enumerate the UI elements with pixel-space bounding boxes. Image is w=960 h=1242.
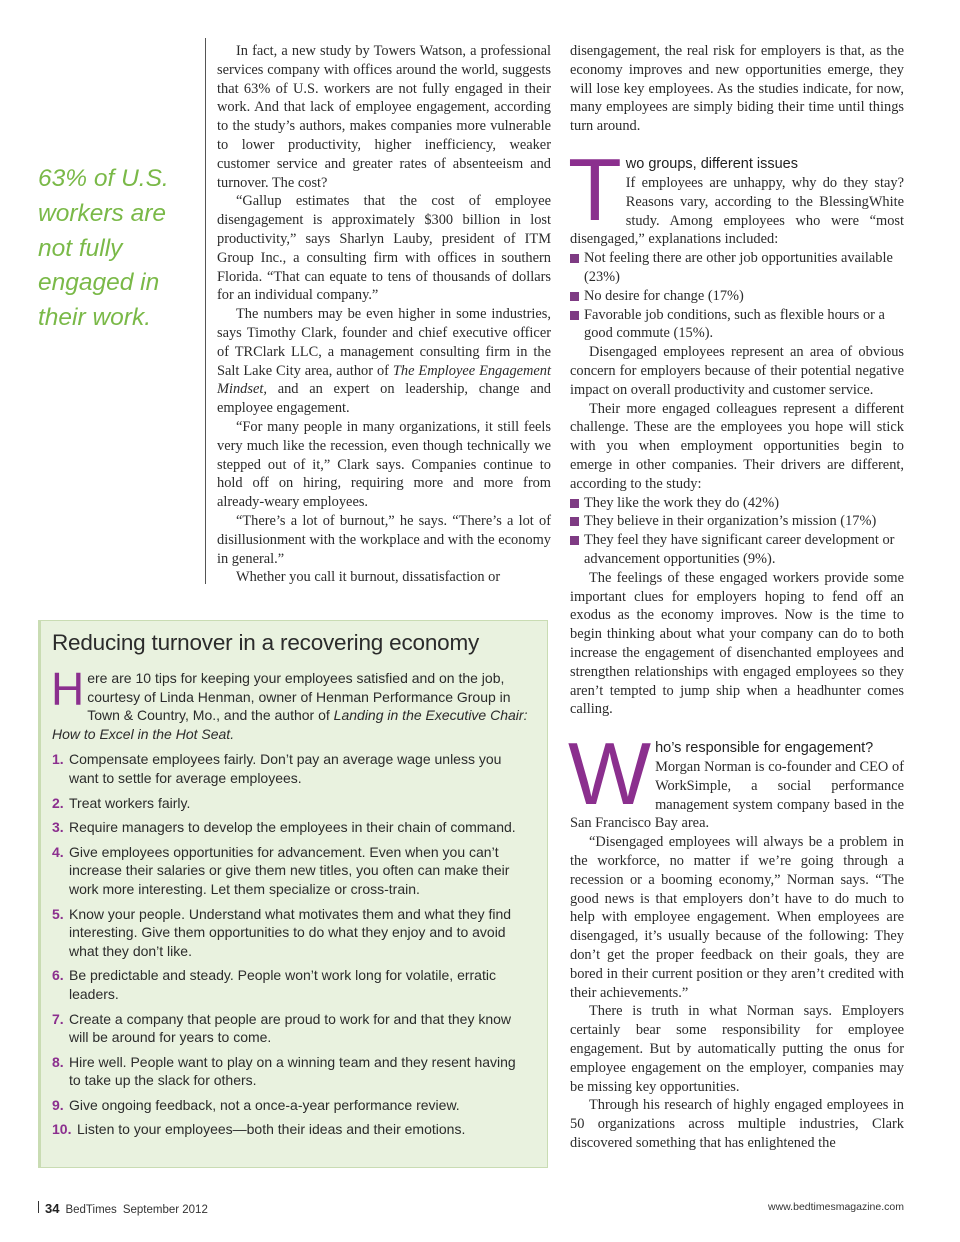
list-item [52, 1120, 531, 1139]
book-title: Landing in the Executive Chair: How to Excel in the Hot Seat. [52, 707, 528, 742]
bullet-list [570, 249, 904, 343]
paragraph: Morgan Norman is co-founder and CEO of WorkSimple, a social performance management system company based in the San Francisco Bay area. [570, 759, 904, 832]
item-number: 1. [52, 751, 64, 768]
paragraph: Whether you call it burnout, dissatisfaction or [236, 569, 501, 586]
paragraph: If employees are unhappy, why do they stay? Reasons vary, according to the BlessingWhite study. Among employees who were “most disengaged,” explanations included: [570, 174, 904, 248]
list-item: They believe in their organization’s mission (17%) [570, 512, 904, 531]
item-text: Hire well. People want to play on a winning team and they resent having to take up the slack for others. [69, 1053, 516, 1089]
item-number: 3. [52, 819, 64, 836]
paragraph: “For many people in many organizations, it still feels very much like the recession, even though technically we stepped out of it,” Clark says. Companies continue to hold off on hiring, requiring more and more from already-weary employees. [217, 418, 551, 511]
paragraph: The feelings of these engaged workers provide some important clues for employers hoping to fend off an exodus as the economy improves. Now is the time to begin thinking about what your company can do to both increase the engagement of disenchanted employees and strengthen relationships with engaged employees so they aren’t tempted to jump ship when a headhunter comes calling. [570, 569, 904, 718]
list-item [52, 1010, 531, 1047]
item-number: 6. [52, 967, 64, 984]
list-item [52, 905, 531, 961]
paragraph: There is truth in what Norman says. Employers certainly bear some responsibility for employee engagement. But by automatically putting the onus for employee engagement on the employer, companies may be missing key opportunities. [570, 1003, 904, 1095]
page-number: 34 [45, 1201, 60, 1216]
item-number: 2. [52, 794, 64, 811]
item-text: Create a company that people are proud to work for and that they know will be around for years to come. [69, 1010, 512, 1046]
sidebar-box [38, 620, 548, 1168]
drop-cap: H [51, 663, 85, 715]
list-item: Not feeling there are other job opportunities available (23%) [570, 249, 904, 287]
article-column-1 [217, 42, 551, 587]
item-number: 5. [52, 905, 64, 922]
list-item: They like the work they do (42%) [570, 494, 904, 513]
text: ere are 10 tips for keeping your employees satisfied and on the job, courtesy of Linda Henman, owner of Henman Performance Group in Town & Country, Mo., and the author of [87, 670, 511, 724]
list-item: No desire for change (17%) [570, 287, 904, 306]
item-number: 7. [52, 1010, 64, 1027]
tips-list [52, 750, 531, 1139]
list-item [52, 843, 531, 899]
paragraph: “Disengaged employees will always be a problem in the workforce, no matter if we’re going through a recession or a booming economy,” Norman says. “The good news is that employers don’t have to do much to help with employee engagement. When employees are disengaged, it’s usually because of the following: They don’t get the proper feedback on their goals, they are bored in their current position or they aren’t credited with their achievements.” [570, 834, 904, 1001]
section-heading: ho’s responsible for engagement? [655, 740, 874, 757]
item-text: Give employees opportunities for advancement. Even when you can’t increase their salaries or give them new titles, you often can make their work more interesting. Let them specialize or cross-train. [69, 843, 510, 897]
page-footer-left [38, 1201, 208, 1216]
item-number: 10. [52, 1121, 72, 1138]
list-item [52, 1053, 531, 1090]
column-divider [205, 38, 206, 584]
bullet-list [570, 494, 904, 569]
list-item: Favorable job conditions, such as flexible hours or a good commute (15%). [570, 306, 904, 344]
pull-quote: 63% of U.S. workers are not fully engaged in their work. [38, 165, 169, 332]
item-text: Require managers to develop the employees in their chain of command. [69, 819, 516, 836]
item-text: Be predictable and steady. People won’t work long for volatile, erratic leaders. [69, 967, 496, 1002]
footer-divider [38, 1201, 39, 1213]
item-text: Compensate employees fairly. Don’t pay an average wage unless you want to settle for average employees. [69, 751, 502, 786]
item-number: 8. [52, 1053, 64, 1070]
list-item [52, 966, 531, 1003]
section-two-groups [568, 139, 904, 719]
item-text: Treat workers fairly. [69, 794, 191, 811]
sidebar-title: Reducing turnover in a recovering economy [52, 630, 480, 655]
item-text: Give ongoing feedback, not a once-a-year performance review. [69, 1096, 460, 1113]
text: and an expert on leadership, change and employee engagement. [217, 381, 551, 417]
paragraph: Through his research of highly engaged employees in 50 organizations across multiple industries, Clark discovered something that has enlightened the [570, 1097, 904, 1152]
list-item [52, 818, 531, 837]
paragraph: “There’s a lot of burnout,” he says. “There’s a lot of disillusionment with the workplace and with the economy in general.” [217, 512, 551, 567]
list-item [52, 750, 531, 787]
paragraph: Their more engaged colleagues represent a different challenge. These are the employees you hope will stick with you when employment opportunities begin to emerge in other companies. Their drivers are different, according to the study: [570, 400, 904, 492]
list-item [52, 1096, 531, 1115]
paragraph: disengagement, the real risk for employers is that, as the economy improves and new opportunities emerge, they will lose key employees. As the studies indicate, for now, many employees are simply biding their time until things turn around. [570, 43, 904, 135]
magazine-url: www.bedtimesmagazine.com [768, 1201, 904, 1213]
section-heading: wo groups, different issues [625, 155, 798, 172]
paragraph: In fact, a new study by Towers Watson, a professional services company with offices around the world, suggests that 63% of U.S. workers are not fully engaged in their work. And that lack of employee engagement, according to the study’s authors, makes companies more vulnerable to lower productivity, higher inefficiency, weaker customer service and greater rates of absenteeism and turnover. The cost? [217, 43, 551, 191]
drop-cap: T [568, 139, 622, 239]
item-text: Listen to your employees—both their ideas and their emotions. [77, 1121, 466, 1138]
article-column-2 [570, 42, 904, 1153]
paragraph [217, 305, 551, 418]
text: The numbers may be even higher in some industries, says Timothy Clark, founder and chief executive officer of TRClark LLC, a management consulting firm in the Salt Lake City area, author of [217, 306, 551, 379]
section-whos-responsible [568, 724, 904, 1153]
paragraph: Disengaged employees represent an area of obvious concern for employers because of their potential negative impact on overall productivity and customer service. [570, 344, 904, 398]
magazine-name: BedTimes [65, 1204, 117, 1216]
drop-cap: W [568, 724, 652, 824]
item-number: 4. [52, 843, 64, 860]
list-item [52, 794, 531, 813]
item-text: Know your people. Understand what motivates them and what they find interesting. Give them opportunities to do what they enjoy and to avoid what they don’t like. [69, 905, 512, 959]
book-title: The Employee Engagement Mindset, [217, 362, 552, 398]
item-number: 9. [52, 1096, 64, 1113]
paragraph: “Gallup estimates that the cost of employee disengagement is approximately $300 billion in lost productivity,” says Sharlyn Lauby, president of ITM Group Inc., a consulting firm with offices in southern Florida. “That can equate to tens of thousands of dollars for an individual company.” [217, 193, 551, 304]
sidebar-intro [51, 663, 531, 743]
list-item: They feel they have significant career development or advancement opportunities (9%). [570, 531, 904, 569]
issue-date: September 2012 [122, 1204, 208, 1216]
